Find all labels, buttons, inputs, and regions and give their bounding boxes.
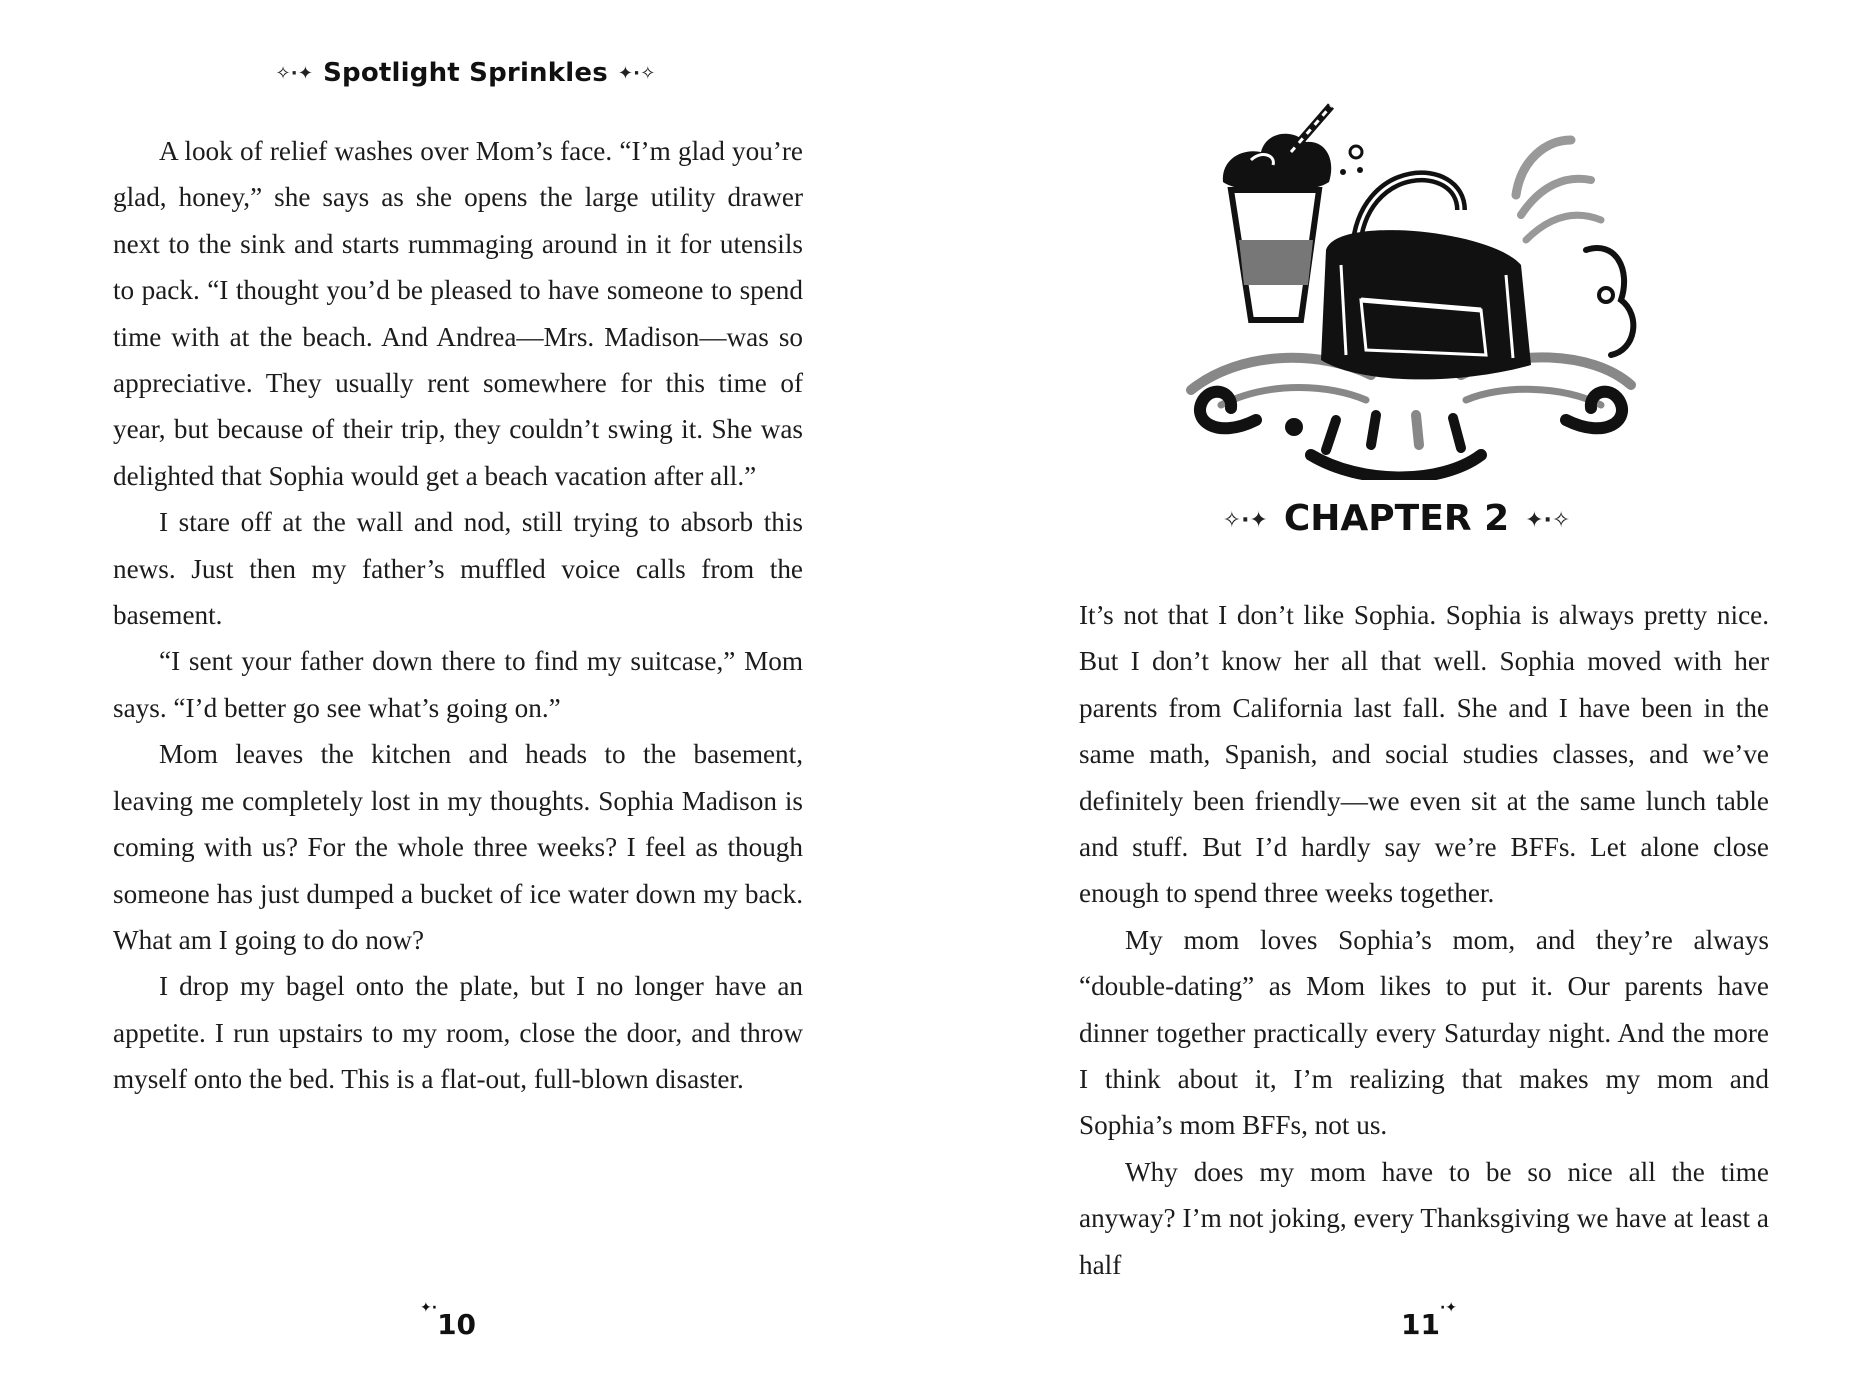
paragraph: “I sent your father down there to find my suitcase,” Mom says. “I’d better go see what’s going on.”: [113, 646, 803, 723]
milkshake-cup-icon: [1223, 106, 1331, 320]
sparkle-icon: ✦·: [420, 1300, 438, 1316]
sparkle-icon: ·✦: [1439, 1300, 1458, 1316]
sparkle-icon: ✦·✧: [617, 63, 656, 84]
sparkle-icon: ✧·✦: [275, 63, 314, 84]
duffel-bag-icon: [1321, 176, 1531, 379]
paragraph: A look of relief washes over Mom’s face. “I’m glad you’re glad, honey,” she says as she opens the large utility drawer next to the sink and starts rummaging around in it for utensils to pack. “I thought you’d be pleased to have someone to spend time with at the beach. And Andrea—Mrs. Madison—was so appreciative. They usually rent somewhere for this time of year, but because of their trip, they couldn’t swing it. She was delighted that Sophia would get a beach vacation after all.”: [113, 136, 803, 491]
sparkle-icon: ✧·✦: [1222, 507, 1268, 533]
left-page-body: [113, 128, 803, 1103]
chapter-illustration: [1161, 100, 1661, 480]
book-title: Spotlight Sprinkles: [323, 58, 608, 88]
paragraph: I drop my bagel onto the plate, but I no longer have an appetite. I run upstairs to my room, close the door, and throw myself onto the bed. This is a flat-out, full-blown disaster.: [113, 971, 803, 1095]
page-number: [420, 1300, 477, 1341]
paragraph: I stare off at the wall and nod, still trying to absorb this news. Just then my father’s muffled voice calls from the basement.: [113, 507, 803, 631]
right-page-body: [1079, 592, 1769, 1288]
sparkle-icon: ✦·✧: [1525, 507, 1571, 533]
page-number-value: 11: [1401, 1308, 1440, 1341]
running-head: [0, 58, 931, 88]
chapter-title: CHAPTER 2: [1283, 498, 1510, 539]
paragraph: Mom leaves the kitchen and heads to the basement, leaving me completely lost in my thoughts. Sophia Madison is coming with us? For the whole three weeks? I feel as though someone has just dumped a bucket of ice water down my back. What am I going to do now?: [113, 739, 803, 955]
page-number-value: 10: [437, 1308, 477, 1341]
paragraph: It’s not that I don’t like Sophia. Sophia is always pretty nice. But I don’t know her all that well. Sophia moved with her parents from California last fall. She and I have been in the same math, Spanish, and social studies classes, and we’ve definitely been friendly—we even sit at the same lunch table and stuff. But I’d hardly say we’re BFFs. Let alone close enough to spend three weeks together.: [1079, 600, 1769, 909]
paragraph: My mom loves Sophia’s mom, and they’re always “double-dating” as Mom likes to put it. Our parents have dinner together practically every Saturday night. And the more I think about it, I’m realizing that makes my mom and Sophia’s mom BFFs, not us.: [1079, 924, 1769, 1141]
page-number: [1401, 1300, 1458, 1341]
right-page: [931, 0, 1862, 1396]
chapter-heading: [931, 498, 1862, 539]
paragraph: Why does my mom have to be so nice all the time anyway? I’m not joking, every Thanksgiving we have at least a half: [1079, 1156, 1769, 1280]
